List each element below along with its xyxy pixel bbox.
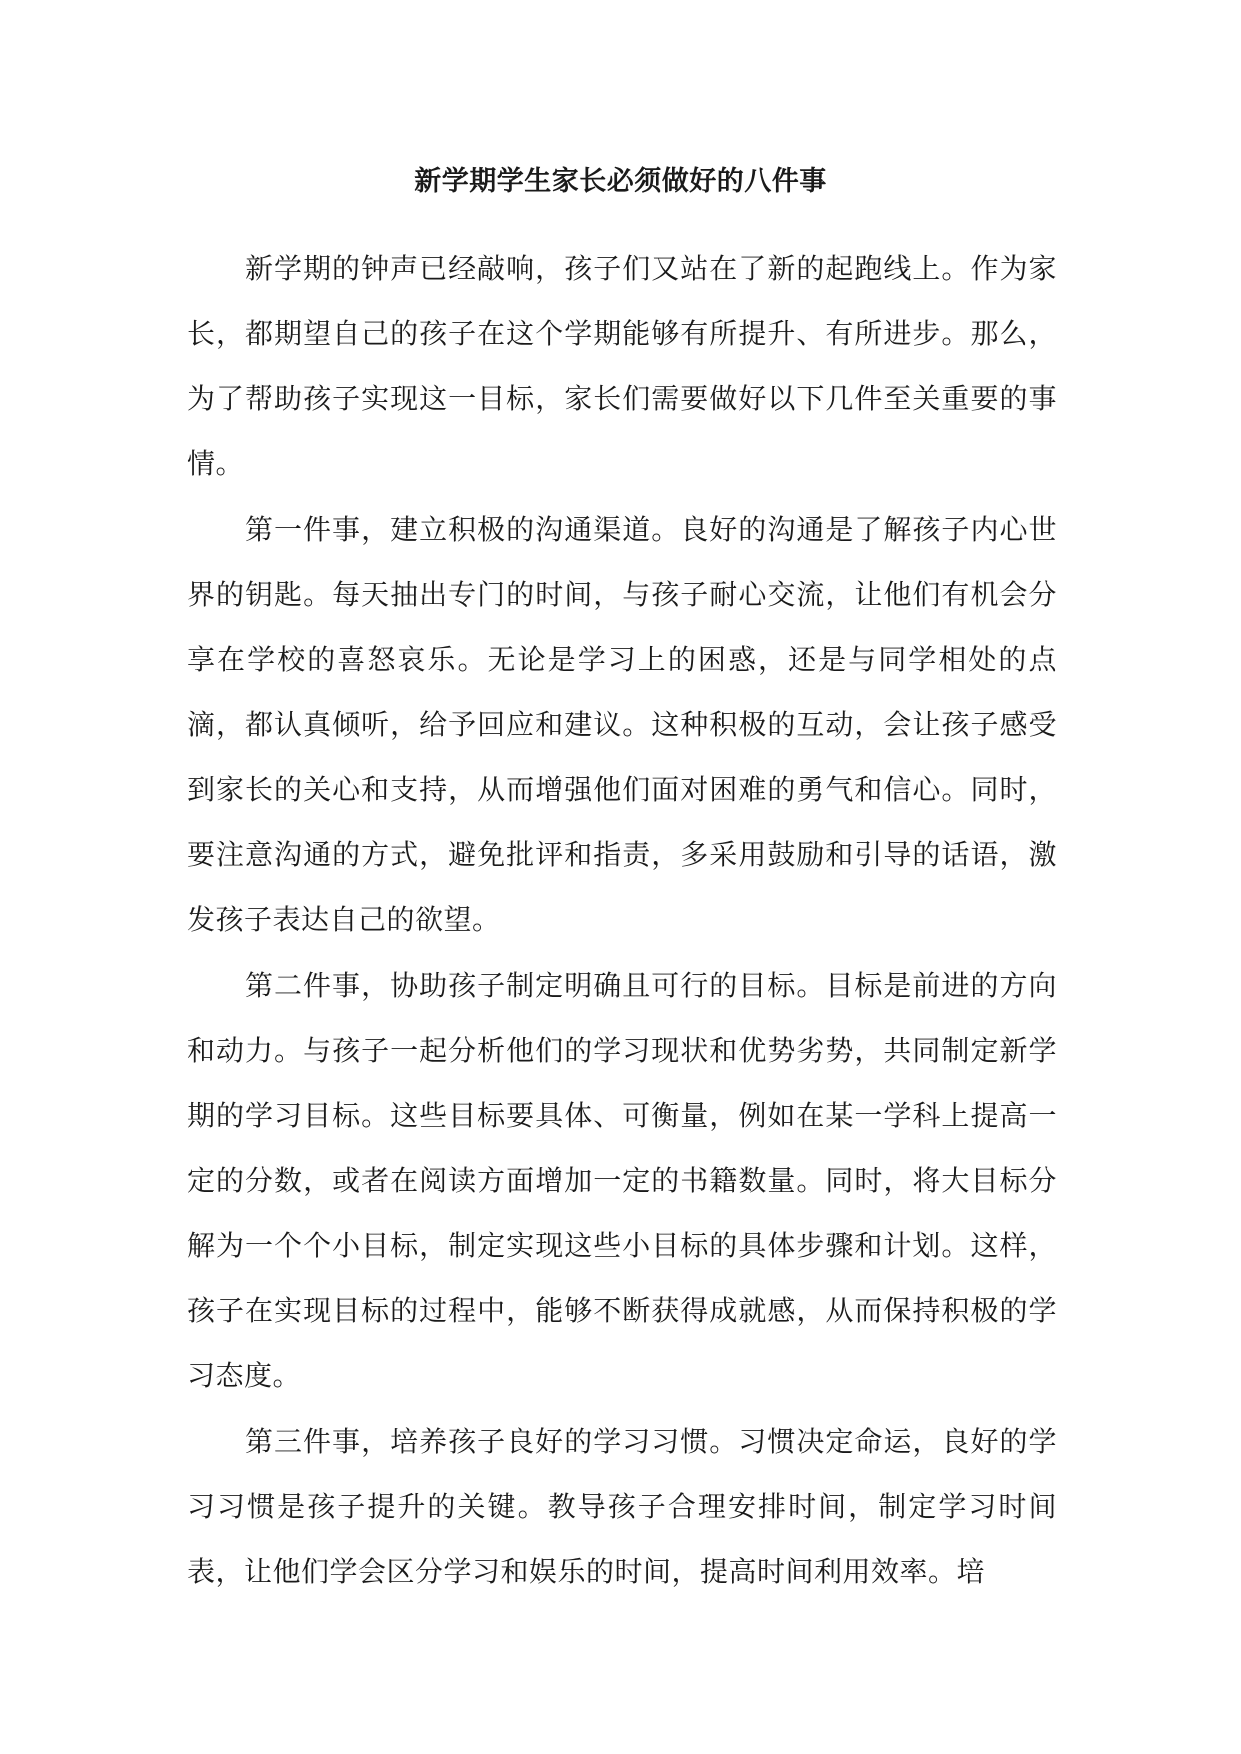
paragraph-first-item: 第一件事，建立积极的沟通渠道。良好的沟通是了解孩子内心世界的钥匙。每天抽出专门的时间，与孩子耐心交流，让他们有机会分享在学校的喜怒哀乐。无论是学习上的困惑，还是与同学相处的点滴，都认真倾听，给予回应和建议。这种积极的互动，会让孩子感受到家长的关心和支持，从而增强他们面对困难的勇气和信心。同时，要注意沟通的方式，避免批评和指责，多采用鼓励和引导的话语，激发孩子表达自己的欲望。 (187, 513, 1057, 936)
paragraph-second-item: 第二件事，协助孩子制定明确且可行的目标。目标是前进的方向和动力。与孩子一起分析他们的学习现状和优势劣势，共同制定新学期的学习目标。这些目标要具体、可衡量，例如在某一学科上提高一定的分数，或者在阅读方面增加一定的书籍数量。同时，将大目标分解为一个个小目标，制定实现这些小目标的具体步骤和计划。这样，孩子在实现目标的过程中，能够不断获得成就感，从而保持积极的学习态度。 (187, 969, 1057, 1392)
paragraph-third-item: 第三件事，培养孩子良好的学习习惯。习惯决定命运，良好的学习习惯是孩子提升的关键。教导孩子合理安排时间，制定学习时间表，让他们学会区分学习和娱乐的时间，提高时间利用效率。培 (187, 1425, 1057, 1588)
document-title: 新学期学生家长必须做好的八件事 (414, 166, 827, 197)
document-body (187, 236, 1057, 1605)
paragraph-intro: 新学期的钟声已经敲响，孩子们又站在了新的起跑线上。作为家长，都期望自己的孩子在这个学期能够有所提升、有所进步。那么，为了帮助孩子实现这一目标，家长们需要做好以下几件至关重要的事情。 (187, 252, 1057, 480)
